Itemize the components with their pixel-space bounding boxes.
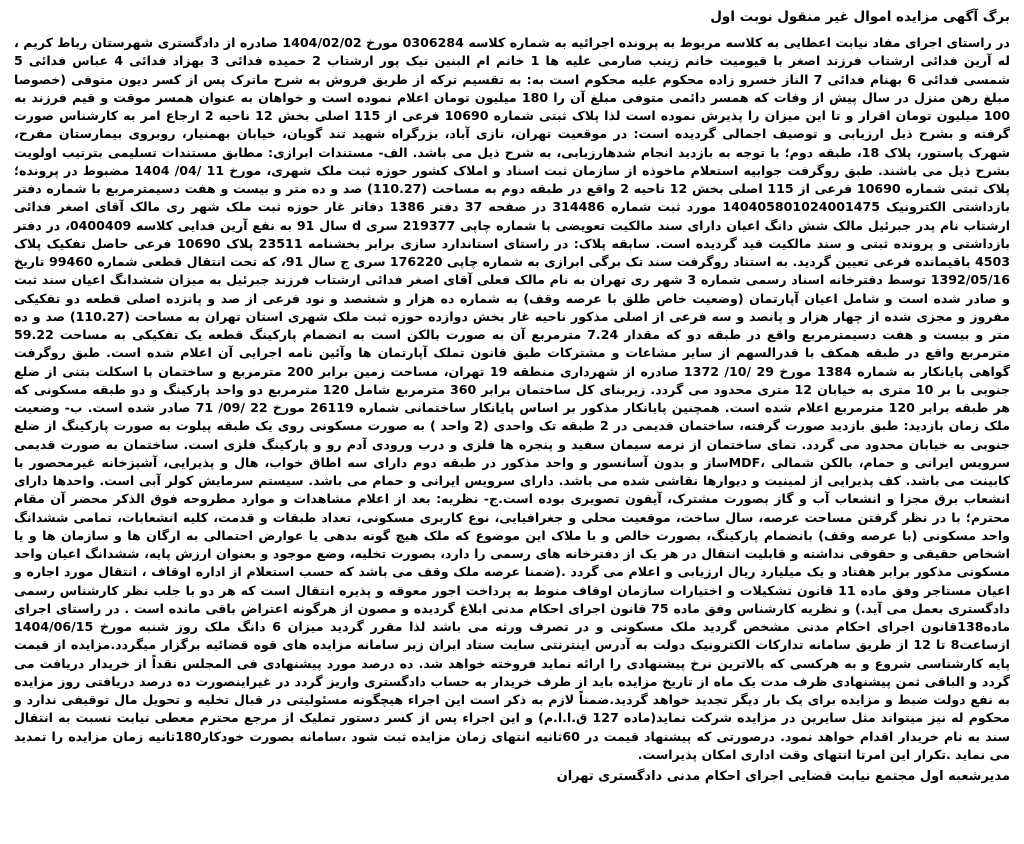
notice-body: در راستای اجرای مفاد نیابت اعطایی به کلاسه مربوط به پرونده اجرائیه به شماره کلاسه 0306284 مورخ 1404/02/02 صادره از دادگستری شهرستان رباط کریم ، له آرین فدائی ارشتاب فرزند اصغر با قیومیت خانم زینب صارمی علیه ها 1 خانم ام البنین نیک پور ارشتاب 2 حمیده فدائی 3 بهزاد فدائی 4 عباس فدائی 5 شمسی فدائی 6 بهنام فدائی 7 الناز خسرو زاده محکوم علیه محکوم است به: به تقسیم ترکه از طریق فروش به شرح ماترک پس از کسر دیون متوفی (خصوصا مبلغ رهن منزل در سال پیش از وفات که همسر دائمی متوفی مبلغ آن را 180 میلیون تومان اعلام نموده است و خواهان به عنوان همسر موقت و قیم فرزند به 100 میلیون تومان اقرار و تا این میزان را پذیرش نموده است لذا پلاک ثبتی شماره 10690 فرعی از 115 اصلی بخش 12 ناحیه 2 ارجاع امر به کارشناس صورت گرفته و بشرح ذیل ارزیابی و توصیف اجمالی گردیده است: در موقعیت تهران، نازی آباد، بزرگراه شهید تند گویان، خیابان بهمنیار، روبروی بیمارستان مفرح، شهرک پاستور، پلاک 18، طبقه دوم؛ با توجه به بازدید انجام شدهارزیابی، به شرح ذیل می باشد. الف- مستندات ابرازی: مطابق مستندات تسلیمی بترتیب اولویت بشرح ذیل می باشند. طبق روگرفت جوابیه استعلام ماخوذه از سازمان ثبت اسناد و املاک کشور حوزه ثبت ملک شهری، مورخ 11 /04/ 1404 مضبوط در پرونده؛ پلاک ثبتی شماره 10690 فرعی از 115 اصلی بخش 12 ناحیه 2 واقع در طبقه دوم به مساحت (110.27) صد و ده متر و بیست و هفت دسیمترمربع با شماره دفتر بازداشتی الکترونیک 140405801024001475 مورد ثبت شماره 314486 در صفحه 37 دفتر 1386 دفاتر غار حوزه ثبت ملک شهر ری مالک آقای اصغر فدائی ارشتاب نام پدر جبرئیل مالک شش دانگ اعیان دارای سند مالکیت تعویضی با شماره چاپی 219377 سری d سال 91 به نفع آرین فدایی کلاسه 0400409، در دفتر بازداشتی و پرونده ثبتی و سند مالکیت قید گردیده است. سابقه پلاک: در راستای استاندارد سازی برابر بخشنامه 23511 پلاک 10690 فرعی حاصل تفکیک پلاک 4503 باقیمانده فرعی تعیین گردید. به استناد روگرفت سند تک برگی ابرازی به شماره چاپی 176220 سری ج سال 91، که تحت انتقال قطعی شماره 99460 تاریخ 1392/05/16 توسط دفترخانه اسناد رسمی شماره 3 شهر ری تهران به نام مالک فعلی آقای اصغر فدائی ارشتاب فرزند جبرئیل به میزان ششدانگ اعیان سند ثبت و صادر شده است و شامل اعیان آپارتمان (وضعیت خاص طلق با عرصه وقف) به شماره ده هزار و ششصد و نود فرعی از صد و پانزده اصلی قطعه دو تفکیکی مفروز و مجزی شده از چهار هزار و پانصد و سه فرعی از اصلی مذکور ناحیه غار بخش دوازده حوزه ثبت ملک شهری استان تهران به مساحت (110.27) صد و ده متر و بیست و هفت دسیمترمربع واقع در طبقه دو که مقدار 7.24 مترمربع آن به صورت بالکن است به انضمام پارکینگ قطعه یک تفکیکی به مساحت 59.22 مترمربع واقع در طبقه همکف با قدرالسهم از سایر مشاعات و مشترکات طبق قانون تملک آپارتمان ها وآئین نامه اجرایی آن اعلام شده است. طبق روگرفت گواهی پایانکار به شماره 1384 مورخ 29 /10/ 1372 صادره از شهرداری منطقه 19 تهران، مساحت زمین برابر 200 مترمربع و ساختمان با اسکلت بتنی از ضلع جنوبی با بر 10 متری به خیابان 12 متری محدود می گردد. زیربنای کل ساختمان برابر 360 مترمربع شامل 120 مترمربع دو واحد پارکینگ و دو طبقه مسکونی که هر طبقه برابر 120 مترمربع اعلام شده است. همچنین پایانکار مذکور بر اساس پایانکار ساختمانی شماره 26119 مورخ 22 /09/ 71 صادر شده است. ب- وضعیت ملک زمان بازدید: طبق بازدید صورت گرفته، ساختمان قدیمی در 2 طبقه تک واحدی (2 واحد ) به صورت مسکونی روی یک طبقه پیلوت به صورت پارکینگ از ضلع جنوبی به خیابان محدود می گردد. نمای ساختمان از نرمه سیمان سفید و پنجره ها فلزی و درب ورودی آدم رو و پارکینگ فلزی است. ساختمان به صورت قدیمی سرویس ایرانی و حمام، بالکن شمالی ،MDFساز و بدون آسانسور و واحد مذکور در طبقه دوم دارای سه اطاق خواب، هال و پذیرایی، آشپزخانه غیرمحصور با کابینت می باشد. کف پذیرایی از لمینیت و دیوارها نقاشی شده می باشد. دارای سرویس ایرانی و حمام می باشد. سیستم سرمایش کولر آبی است. واحدها دارای انشعاب برق مجزا و انشعاب آب و گاز بصورت مشترک، آیفون تصویری بوده است.ج- نظریه: بعد از اعلام مشاهدات و موارد مطروحه فوق الذکر محضر آن مقام محترم؛ با در نظر گرفتن مساحت عرصه، سال ساخت، موقعیت محلی و جغرافیایی، نوع کاربری مسکونی، تعداد طبقات و قدمت، کلیه انشعابات، تمامی ششدانگ واحد مسکونی (با عرصه وقف) بانضمام پارکینگ، بصورت خالص و با ملاک این موضوع که ملک هیچ گونه بدهی یا عوارض احتمالی به ارگان ها و سازمان ها و یا اشخاص حقیقی و حقوقی نداشته و قابلیت انتقال در هر یک از دفترخانه های رسمی را دارد، بصورت تخلیه، وضع موجود و بعنوان ارزش پایه، ششدانگ اعیان واحد مسکونی مذکور برابر هفتاد و یک میلیارد ریال ارزیابی و اعلام می گردد .(ضمنا عرصه ملک وقف می باشد که حسب استعلام از اداره اوقاف ، انتقال مورد اجاره و اعیان مستاجر وفق ماده 11 قانون تشکیلات و اختیارات سازمان اوقاف منوط به پرداخت اجور معوقه و پذیره انتقال است که هر دو با جلب نظر کارشناس رسمی دادگستری بعمل می آید.) و نظریه کارشناس وفق ماده 75 قانون اجرای احکام مدنی ابلاغ گردیده و مصون از هرگونه اعتراض باقی مانده است . در راستای اجرای ماده138قانون اجرای احکام مدنی مشخص گردید ملک مسکونی و در تصرف ورثه می باشد لذا مقرر گردید میزان 6 دانگ ملک روز شنبه مورخ 1404/06/15 ازساعت8 تا 12 از طریق سامانه تدارکات الکترونیک دولت به آدرس اینترنتی سایت ستاد ایران زیر سامانه مزایده های قوه قضائیه برگزار میگردد.مزایده از قیمت پایه کارشناسی شروع و به هرکسی که بالاترین نرخ پیشنهادی را ارائه نماید فروخته خواهد شد. ده درصد مورد پیشنهادی فی المجلس نقداً از خریدار دریافت می گردد و الباقی ثمن پیشنهادی ظرف مدت یک ماه از تاریخ مزایده باید از طرف خریدار به حساب دادگستری واریز گردد در غیراینصورت ده درصد دریافتی روز مزایده به نفع دولت ضبط و مزایده برای یک بار دیگر تجدید خواهد گردید.ضمناً لازم به ذکر است این اجراء هیچگونه مسئولیتی در قبال تخلیه و تحویل مال توقیفی ندارد و محکوم له نیز میتواند مثل سایرین در مزایده شرکت نماید(ماده 127 ق.ا.ا.م) و این اجراء پس از کسر دستور تملیک از مرجع محترم معطی نیابت نسبت به انتقال سند به نام خریدار اقدام خواهد نمود. درصورتی که پیشنهاد قیمت در 60ثانیه انتهای زمان مزایده ثبت شود ،سامانه بصورت خودکار180ثانیه زمان مزایده را تمدید می نماید .تکرار این امرتا انتهای وقت اداری امکان پذیراست. (14, 35, 1011, 762)
notice-signature: مدیرشعبه اول مجتمع نیابت قضایی اجرای احکام مدنی دادگستری تهران (556, 769, 1010, 784)
notice-title: برگ آگهی مزایده اموال غیر منقول نوبت اول (710, 9, 1010, 25)
